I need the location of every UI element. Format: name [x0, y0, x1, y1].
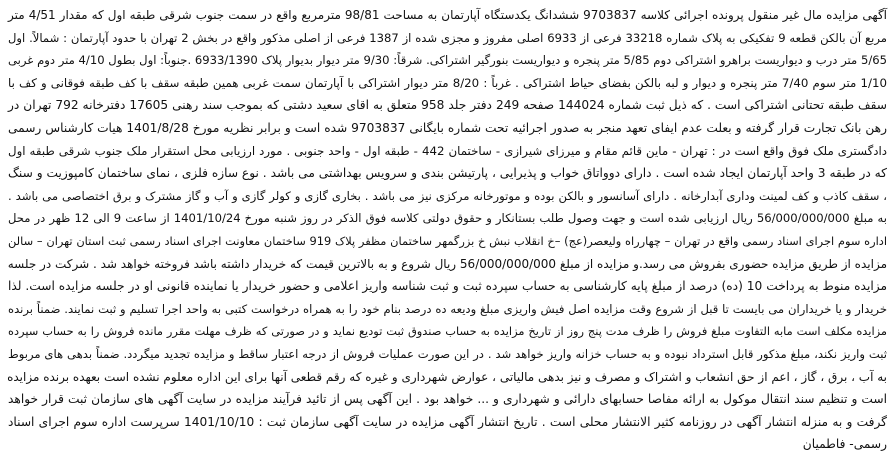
notice-line-19: گرفت و به منزله انتشار آگهی در روزنامه کثیر الانتشار محلی است . تاریخ انتشار آگهی مزایده در سایت آگهی سازمان ثبت : 1401/10/10 سرپرست اداره سوم اجرای اسناد: [8, 414, 887, 429]
notice-line-4: 1/10 متر سوم 7/40 متر پنجره و دیوار و لبه بالکن بفضای حیاط اشتراکی . غرباً : 8/20 متر دیوار اشتراکی با آپارتمان سمت غربی همین طبقه سقف با کف طبقه فوقانی و کف با: [8, 75, 887, 90]
notice-line-7: دادگستری ملک فوق واقع است در : تهران - ماین قائم مقام و میرزای شیرازی - ساختمان 442 - طبقه اول - واحد جنوبی . مورد ارزیابی محل استقرار ملک جنوب شرقی طبقه اول: [8, 143, 887, 158]
notice-line-14: خریدار و یا خریداران می بایست تا قبل از شروع وقت مزایده اصل فیش واریزی مبلغ ودیعه ده درصد بنام خود را به همراه درخواست کتبی به واحد اجرا تسلیم و ثبت نمایند. ضمناً برنده: [8, 301, 887, 316]
notice-line-2: مربع آن بالکن قطعه 9 تفکیکی به پلاک شماره 33218 فرعی از 6933 اصلی مفروز و مجزی شده از 1387 فرعی از اصلی مذکور واقع در بخش 2 تهران با حدود آپارتمان : شمالاً. اول: [8, 30, 887, 45]
notice-line-15: مزایده مکلف است مابه التفاوت مبلغ فروش را ظرف مدت پنج روز از تاریخ مزایده به حساب صندوق ثبت تودیع نماید و در صورتی که ظرف مهلت مقرر مانده فروش را به حساب سپرده: [8, 324, 887, 339]
notice-line-13: مزایده منوط به پرداخت 10 (ده) درصد از مبلغ پایه کارشناسی به حساب سپرده ثبت و ثبت شناسه واریز اعلامی و حضور خریدار یا نماینده قانونی او در جلسه مزایده است. لذا: [8, 279, 887, 294]
notice-line-8: که در طبقه 3 واحد آپارتمان ایجاد شده است . دارای دوواتاق خواب و پذیرایی ، پارتیشن بندی و سرویس بهداشتی می باشد . نوع سازه فلزی ، نمای ساختمان کامپوزیت و سنگ: [8, 166, 887, 181]
notice-line-11: اداره سوم اجرای اسناد رسمی واقع در تهران – چهارراه ولیعصر(عج) –خ انقلاب نبش خ بزرگمهر ساختمان مظفر پلاک 919 ساختمان معاونت اجرای اسناد رسمی ثبت استان تهران – سالن: [8, 233, 887, 248]
notice-line-3: 5/65 متر درب و دیواریست براهرو اشتراکی دوم 5/85 متر پنجره و دیواریست بنورگیر اشتراکی. شرقاً: 9/30 متر دیوار بدیوار پلاک 6933/1390 .جنوباً: اول بطول 4/10 متر دوم غربی: [8, 53, 888, 68]
notice-line-1: آگهی مزایده مال غیر منقول پرونده اجرائی کلاسه 9703837 ششدانگ یکدستگاه آپارتمان به مساحت 98/81 مترمربع واقع در سمت جنوب شرقی طبقه اول که مقدار 4/51 متر: [8, 8, 888, 22]
notice-line-10: به مبلغ 56/000/000/000 ریال ارزیابی شده است و جهت وصول طلب بستانکار و حقوق دولتی کلاسه فوق الذکر در روز شنبه مورخ 1401/10/24 از ساعت 9 الی 12 ظهر در محل: [8, 211, 887, 226]
notice-line-9: ، سقف کاذب و کف لمینت وداری آبدارخانه . دارای آسانسور و بالکن بوده و موتورخانه مرکزی نیز می باشد . بخاری گازی و کولر گازی و آب و گاز مشترک و برق اختصاصی می باشد .: [8, 188, 887, 203]
notice-line-20: رسمی- فاطمیان: [802, 437, 887, 452]
notice-line-5: سقف طبقه تحتانی اشتراکی است . که ذیل ثبت شماره 144024 صفحه 249 دفتر جلد 958 متعلق به اقای سعید دشتی که بموجب سند رهنی 17605 دفترخانه 792 تهران در: [8, 98, 887, 113]
notice-line-12: مزایده از طریق مزایده حضوری بفروش می رسد.و مزایده از مبلغ 56/000/000/000 ریال شروع و به بالاترین قیمت که خریدار داشته باشد فروخته خواهد شد . شرکت در جلسه: [7, 256, 887, 271]
notice-line-16: ثبت واریز نکند، مبلغ مذکور قابل استرداد نبوده و به حساب خزانه واریز خواهد شد . در این صورت عملیات فروش از درجه اعتبار ساقط و مزایده تجدید میگردد. ضمناً بدهی های مربوط: [8, 346, 887, 361]
notice-line-6: رهن بانک تجارت قرار گرفته و بعلت عدم ایفای تعهد منجر به صدور اجرائیه تحت شماره بایگانی 9703837 شده است و برابر نظریه مورخ 1401/8/28 هیات کارشناس رسمی: [8, 120, 887, 135]
notice-line-17: به آب ، برق ، گاز ، اعم از حق انشعاب و اشتراک و مصرف و نیز بدهی مالیاتی ، عوارض شهرداری و غیره که رقم قطعی آنها برای این اداره معلوم نشده است بعهده برنده مزایده: [7, 369, 887, 384]
notice-line-18: است و تنظیم سند انتقال موکول به ارائه مفاصا حسابهای دارائی و شهرداری و ... خواهد بود . این آگهی پس از تائید فرآیند مزایده در سایت آگهی های سازمان ثبت قرار خواهد: [8, 392, 887, 407]
